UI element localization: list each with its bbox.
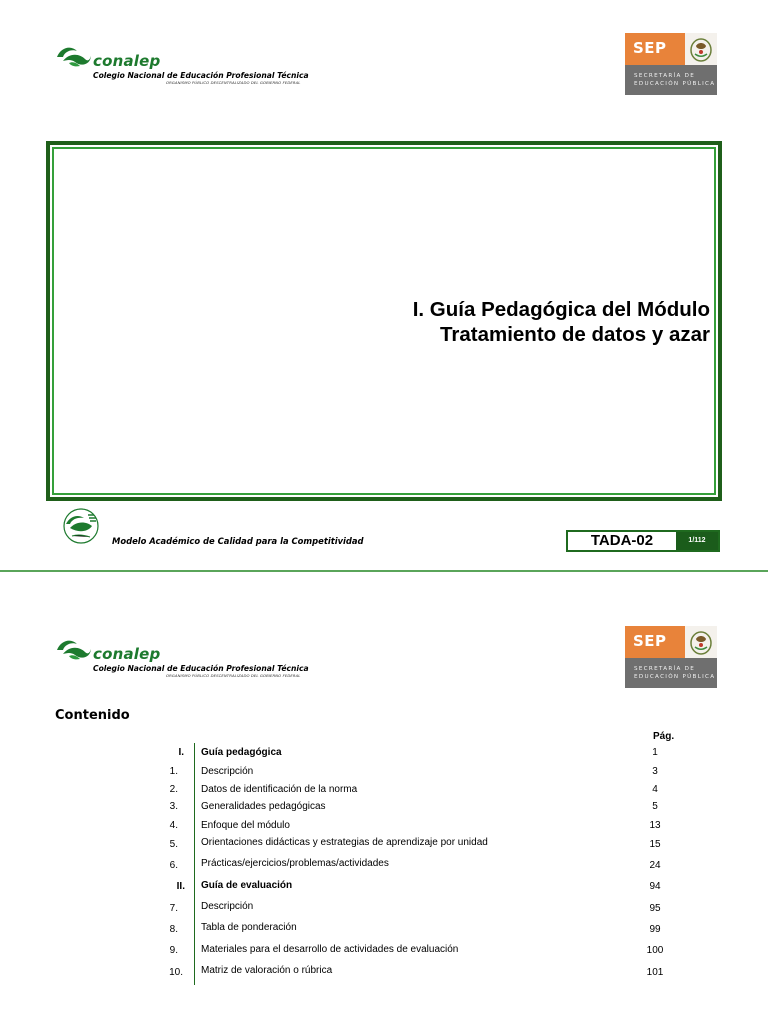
- contents-heading: Contenido: [55, 708, 130, 723]
- toc-title: Guía de evaluación: [201, 880, 293, 891]
- conalep-name: conalep: [93, 52, 161, 70]
- sep-line1: SECRETARÍA DE: [634, 666, 696, 672]
- toc-number: I.: [178, 747, 184, 758]
- toc-number: 9.: [169, 945, 178, 956]
- toc-title: Generalidades pedagógicas: [201, 801, 326, 812]
- conalep-subtitle: ORGANISMO PÚBLICO DESCENTRALIZADO DEL GOBIERNO FEDERAL: [166, 80, 301, 85]
- toc-title: Descripción: [201, 901, 254, 912]
- toc-title: Orientaciones didácticas y estrategias de aprendizaje por unidad: [201, 837, 488, 848]
- toc-page: 13: [649, 820, 661, 831]
- toc-page: 101: [646, 967, 664, 978]
- toc-title: Datos de identificación de la norma: [201, 784, 358, 795]
- conalep-subtitle: ORGANISMO PÚBLICO DESCENTRALIZADO DEL GOBIERNO FEDERAL: [166, 673, 301, 678]
- sep-abbr: SEP: [633, 632, 667, 650]
- toc-page: 15: [649, 839, 661, 850]
- toc-divider: [194, 743, 195, 985]
- sep-logo: [625, 626, 717, 688]
- conalep-full-name: Colegio Nacional de Educación Profesional Técnica: [93, 664, 309, 673]
- module-code-box: [566, 530, 720, 552]
- sep-line1: SECRETARÍA DE: [634, 73, 696, 79]
- toc-number: 1.: [169, 766, 178, 777]
- toc-number: 4.: [169, 820, 178, 831]
- toc-number: 6.: [169, 860, 178, 871]
- toc-title: Tabla de ponderación: [201, 922, 297, 933]
- conalep-logo-icon: [55, 43, 93, 71]
- toc-number: 8.: [169, 924, 178, 935]
- conalep-logo-icon: [55, 636, 93, 664]
- conalep-seal-icon: [60, 506, 102, 546]
- toc-title: Descripción: [201, 766, 254, 777]
- sep-abbr: SEP: [633, 39, 667, 57]
- sep-emblem-icon: [685, 33, 717, 65]
- page-divider: [0, 570, 768, 572]
- footer-tagline: Modelo Académico de Calidad para la Competitividad: [112, 536, 364, 546]
- page-column-header: Pág.: [653, 731, 675, 742]
- toc-title: Matriz de valoración o rúbrica: [201, 965, 333, 976]
- toc-number: 5.: [169, 839, 178, 850]
- toc-title: Materiales para el desarrollo de actividades de evaluación: [201, 944, 459, 955]
- toc-page: 99: [649, 924, 661, 935]
- toc-number: 3.: [169, 801, 178, 812]
- module-code: TADA-02: [590, 532, 654, 549]
- toc-page: 5: [652, 801, 658, 812]
- cover-title-line2: Tratamiento de datos y azar: [439, 323, 710, 346]
- toc-page: 24: [649, 860, 661, 871]
- conalep-full-name: Colegio Nacional de Educación Profesional Técnica: [93, 71, 309, 80]
- cover-title-line1: I. Guía Pedagógica del Módulo: [412, 298, 710, 321]
- sep-logo: [625, 33, 717, 95]
- sep-line2: EDUCACIÓN PÚBLICA: [634, 81, 716, 87]
- toc-title: Guía pedagógica: [201, 747, 282, 758]
- toc-page: 1: [652, 747, 658, 758]
- toc-page: 100: [646, 945, 664, 956]
- sep-line2: EDUCACIÓN PÚBLICA: [634, 674, 716, 680]
- toc-number: 2.: [169, 784, 178, 795]
- toc-number: 10.: [169, 967, 183, 978]
- conalep-name: conalep: [93, 645, 161, 663]
- toc-number: 7.: [169, 903, 178, 914]
- toc-page: 4: [652, 784, 658, 795]
- toc-page: 94: [649, 881, 661, 892]
- sep-emblem-icon: [685, 626, 717, 658]
- toc-title: Enfoque del módulo: [201, 820, 290, 831]
- toc-title: Prácticas/ejercicios/problemas/actividades: [201, 858, 389, 869]
- toc-page: 95: [649, 903, 661, 914]
- toc-page: 3: [652, 766, 658, 777]
- page-indicator: 1/112: [676, 532, 718, 550]
- toc-number: II.: [176, 881, 185, 892]
